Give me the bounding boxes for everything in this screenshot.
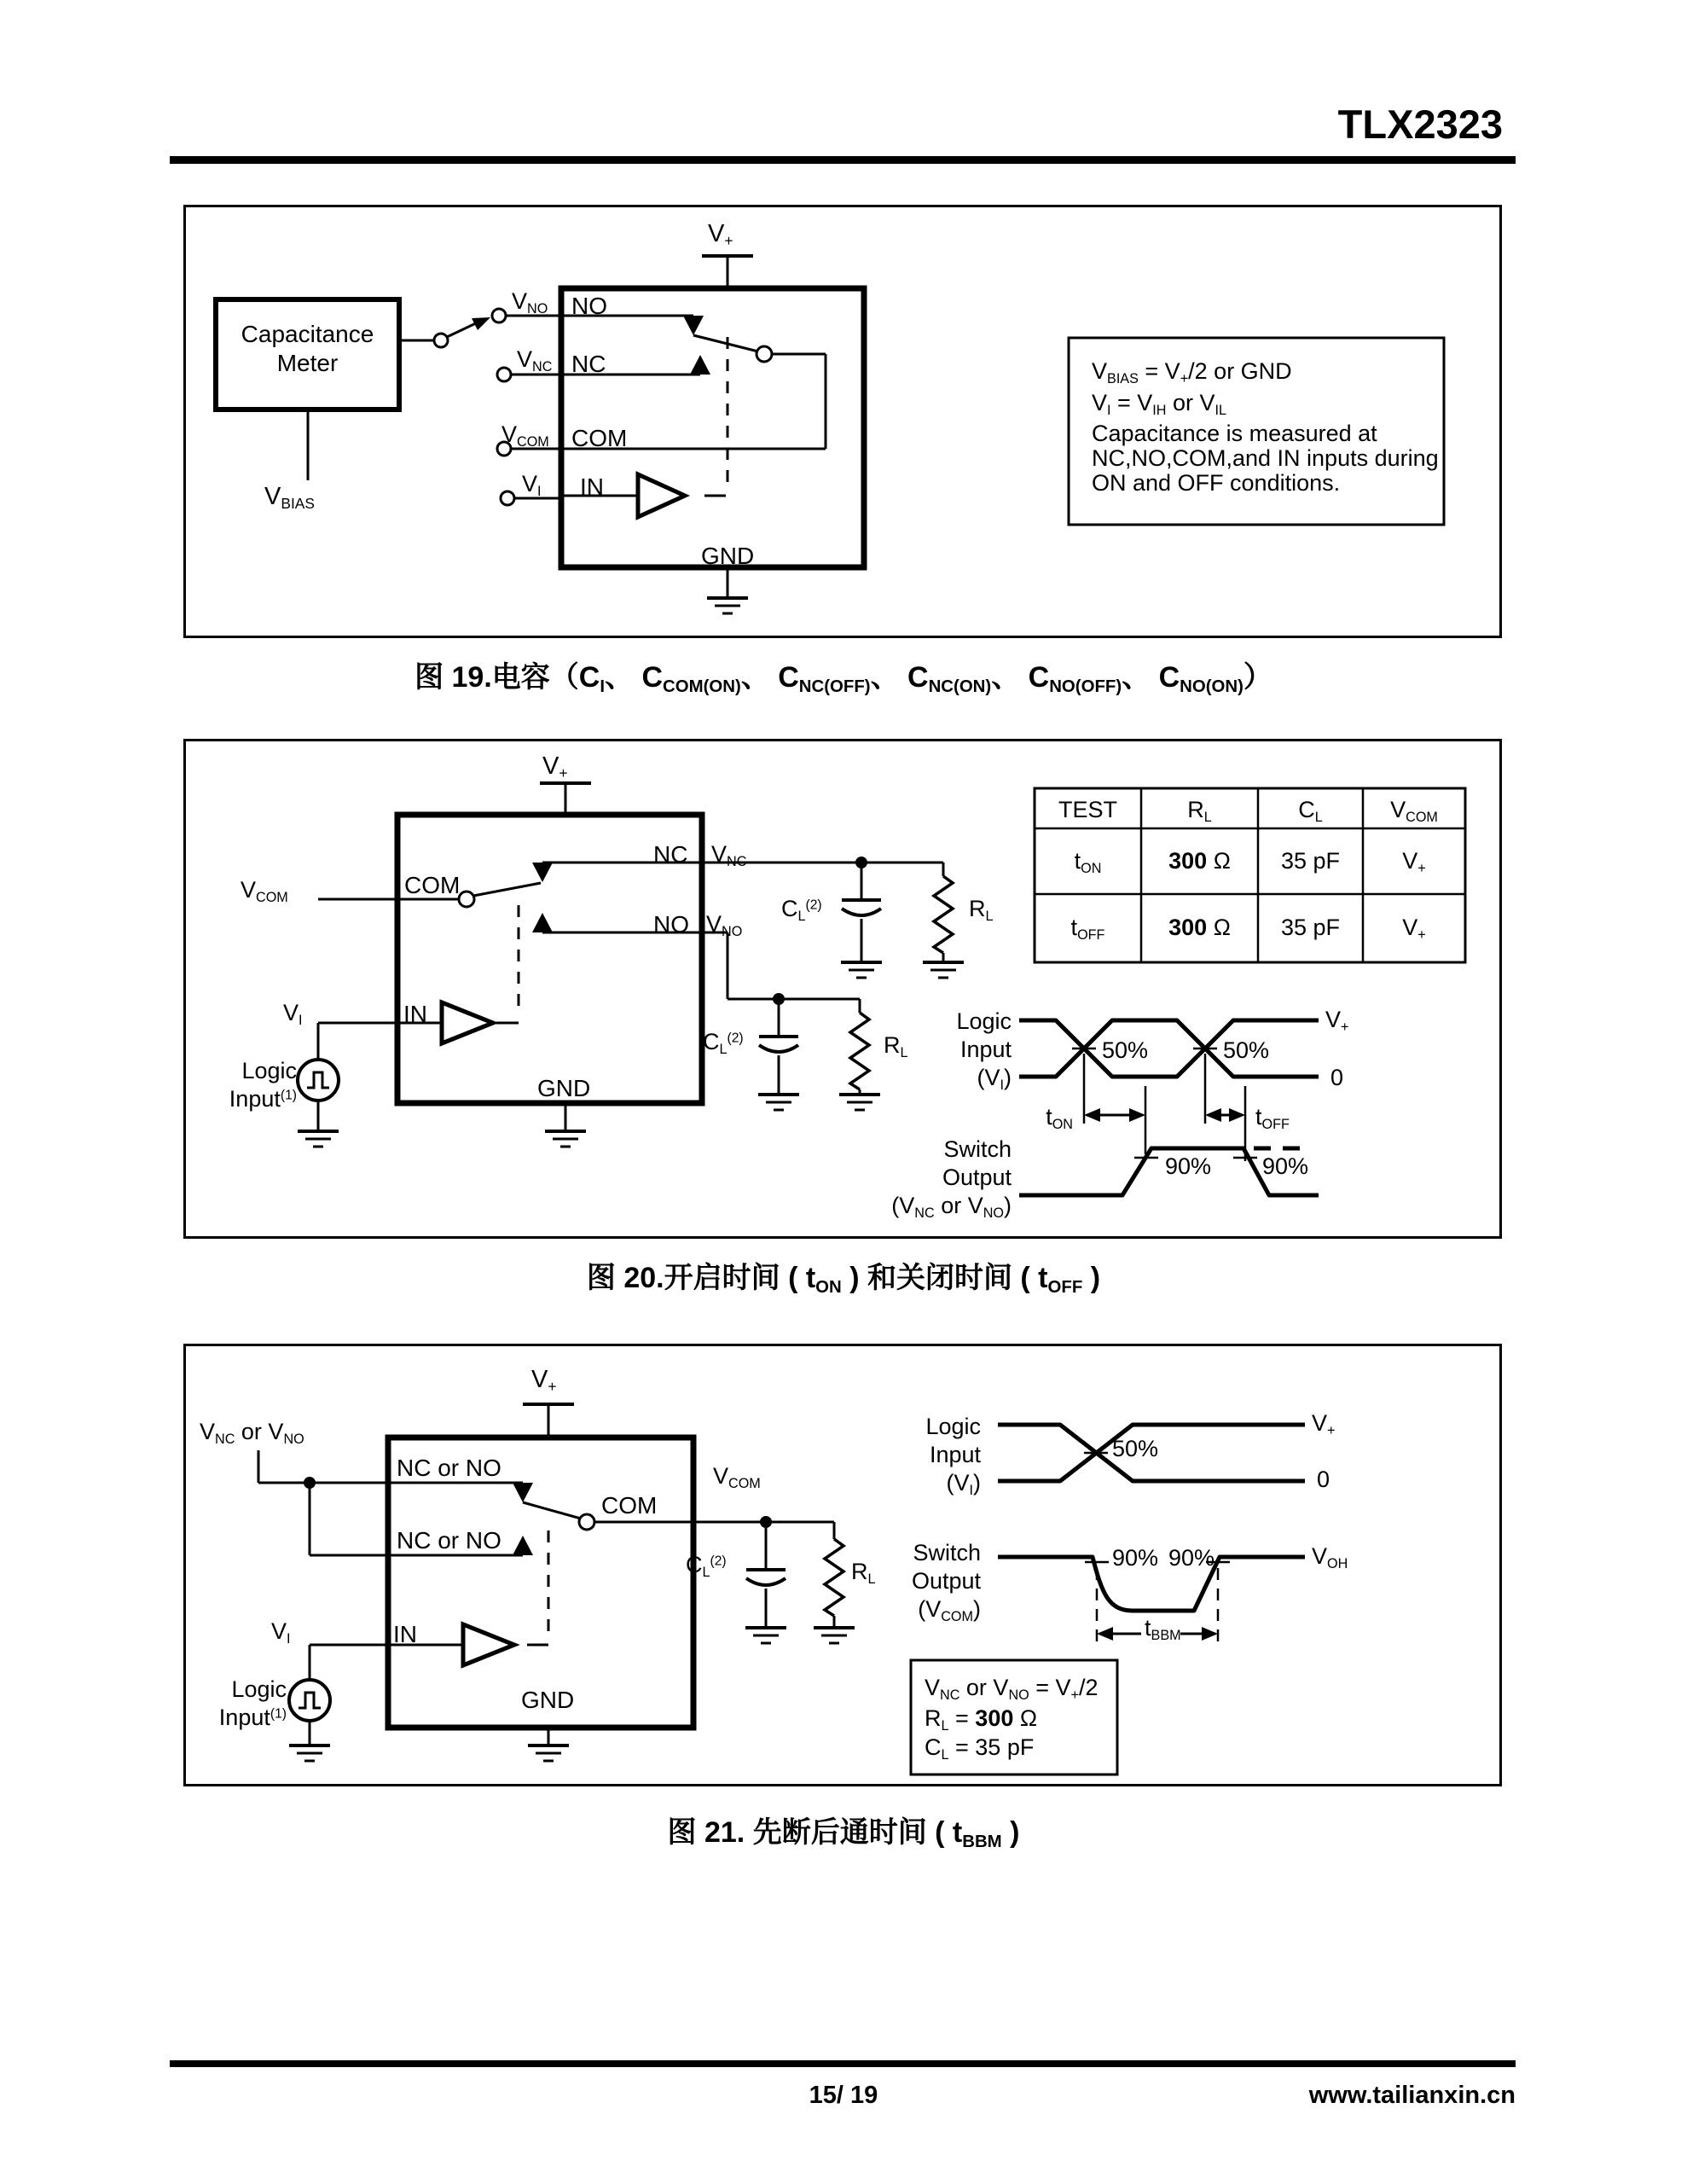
toff-label: $t_{OFF}$: [1255, 1104, 1290, 1132]
table-cell-toff: $t_{OFF}$: [1070, 915, 1105, 943]
figure-20: [183, 739, 1502, 1239]
gnd-label: GND: [701, 543, 755, 569]
vnc-or-vno-label: $V_{NC}$ or $V_{NO}$: [200, 1419, 304, 1447]
vcom-label: $V_{COM}$: [713, 1463, 761, 1491]
zero-rail-label: 0: [1317, 1467, 1330, 1492]
arrowhead-icon: [472, 317, 490, 330]
figure-19: [183, 205, 1502, 638]
pin-nc-or-no-label: NC or NO: [397, 1527, 501, 1554]
note-line-3: $C_L = 35$ pF: [925, 1734, 1035, 1763]
external-selector-switch: [399, 317, 490, 347]
pct50-label: 50%: [1102, 1037, 1149, 1063]
cl-label: $C_L^{(2)}$: [703, 1029, 744, 1057]
pin-no-label: NO: [571, 293, 607, 319]
pin-in-label: IN: [580, 473, 604, 500]
page-title: TLX2323: [1337, 102, 1503, 147]
vbias-label: $V_{BIAS}$: [264, 483, 315, 513]
table-cell-rl-2: 300 Ω: [1168, 915, 1231, 940]
pin-no-label: NO: [653, 911, 689, 938]
note-line-4: NC,NO,COM,and IN inputs during: [1092, 445, 1439, 471]
logic-input-waveform-label: Logic: [956, 1008, 1012, 1034]
ground-symbol-icon: [814, 1628, 855, 1643]
capacitor-icon: [842, 900, 881, 915]
vno-terminal-label: $V_{NO}$: [512, 288, 548, 317]
zero-rail-label: 0: [1330, 1065, 1344, 1090]
pin-com-label: COM: [571, 425, 628, 451]
figure-21-caption: 图 21. 先断后通时间 ( $t_{BBM}$ ): [667, 1816, 1020, 1852]
logic-input-source-label: Logic Input$^{(1)}$: [218, 1676, 287, 1730]
arrowhead-icon: [1202, 1627, 1218, 1641]
vi-paren-label: $(V_I)$: [946, 1470, 981, 1498]
rl-label: $R_L$: [969, 896, 994, 924]
rl-label: $R_L$: [851, 1559, 876, 1587]
note-line-2: $V_I = V_{IH}$ or $V_{IL}$: [1092, 390, 1227, 418]
ton-label: $t_{ON}$: [1046, 1104, 1073, 1132]
logic-input-waveform-label: Input: [929, 1442, 981, 1467]
vcom-label: $V_{COM}$: [241, 877, 288, 905]
resistor-icon: [825, 1539, 844, 1616]
capacitor-icon: [746, 1570, 786, 1585]
logic-input-waveform-label: Input: [959, 1037, 1012, 1062]
table-header-test: TEST: [1058, 797, 1117, 822]
switch-output-waveform-label: Switch: [913, 1540, 981, 1565]
no-load-network: [728, 932, 880, 1110]
note-line-1: $V_{BIAS} = V_+/2$ or GND: [1092, 358, 1292, 386]
ground-symbol-icon: [707, 598, 748, 613]
logic-input-waveform-label: Logic: [925, 1414, 981, 1439]
table-header-vcom: $V_{COM}$: [1390, 797, 1438, 825]
voh-label: $V_{OH}$: [1312, 1543, 1348, 1571]
logic-input-source-label: Logic Input$^{(1)}$: [229, 1058, 297, 1112]
vi-label: $V_I$: [271, 1618, 291, 1647]
figure-21: [183, 1344, 1502, 1786]
pct90-label: 90%: [1165, 1153, 1212, 1179]
capacitor-icon: [759, 1037, 798, 1052]
pin-in-label: IN: [393, 1621, 417, 1647]
vplus-label: $V_+$: [708, 220, 733, 250]
ground-symbol-icon: [289, 1745, 330, 1761]
table-header-cl: $C_L$: [1298, 797, 1323, 825]
pin-com-label: COM: [601, 1492, 658, 1519]
website-link[interactable]: www.tailianxin.cn: [1308, 2082, 1516, 2109]
pct90-label: 90%: [1262, 1153, 1309, 1179]
vcom-terminal-label: $V_{COM}$: [501, 421, 549, 450]
switch-output-waveform-label: Output: [911, 1568, 981, 1594]
vnc-label: $V_{NC}$: [711, 841, 747, 869]
pin-com-label: COM: [404, 872, 461, 898]
arrowhead-icon: [1229, 1108, 1245, 1122]
vi-label: $V_I$: [283, 1000, 303, 1028]
pct90-label: 90%: [1168, 1545, 1215, 1571]
table-cell-cl-1: 35 pF: [1280, 848, 1341, 874]
vcom-paren-label: $(V_{COM})$: [918, 1596, 981, 1624]
arrowhead-icon: [1205, 1108, 1221, 1122]
ground-symbol-icon: [923, 962, 964, 978]
cl-label: $C_L^{(2)}$: [781, 896, 822, 924]
gnd-label: GND: [521, 1687, 575, 1713]
vnc-terminal-label: $V_{NC}$: [517, 346, 553, 375]
table-cell-cl-2: 35 pF: [1280, 915, 1341, 940]
capacitance-meter-label: Capacitance Meter: [241, 321, 374, 377]
vplus-rail-label: $V_+$: [1325, 1007, 1349, 1035]
ground-symbol-icon: [298, 1131, 339, 1147]
header-rule: [170, 156, 1516, 164]
ground-symbol-icon: [841, 962, 882, 978]
pin-nc-label: NC: [571, 351, 606, 377]
note-line-2: $R_L = 300$ Ω: [925, 1705, 1038, 1734]
arrowhead-icon: [1129, 1108, 1145, 1122]
pin-nc-or-no-label: NC or NO: [397, 1455, 501, 1481]
table-cell-ton: $t_{ON}$: [1074, 848, 1102, 876]
resistor-icon: [934, 876, 953, 953]
pulse-source-icon: [298, 1060, 339, 1101]
ground-symbol-icon: [545, 1131, 586, 1147]
table-header-rl: $R_L$: [1187, 797, 1212, 825]
note-line-1: $V_{NC}$ or $V_{NO} = V_+/2$: [925, 1675, 1099, 1703]
ground-symbol-icon: [839, 1095, 880, 1110]
internal-spdt-switch: [561, 316, 826, 496]
gnd-label: GND: [537, 1075, 591, 1101]
figure-21-circuit: [186, 1346, 1499, 1784]
arrowhead-icon: [1084, 1108, 1100, 1122]
figure-20-caption: 图 20.开启时间 ( $t_{ON}$ ) 和关闭时间 ( $t_{OFF}$ ): [586, 1262, 1101, 1298]
resistor-icon: [850, 1013, 869, 1089]
rl-label: $R_L$: [884, 1032, 908, 1060]
table-cell-vcom-2: $V_+$: [1402, 915, 1426, 943]
pct90-label: 90%: [1112, 1545, 1159, 1571]
pin-nc-label: NC: [653, 841, 688, 868]
note-line-5: ON and OFF conditions.: [1092, 470, 1341, 496]
vi-paren-label: $(V_I)$: [977, 1065, 1012, 1093]
cl-label: $C_L^{(2)}$: [686, 1552, 727, 1580]
vno-label: $V_{NO}$: [706, 911, 743, 939]
vplus-label: $V_+$: [542, 752, 568, 782]
footer-rule: [170, 2060, 1516, 2067]
tbbm-label: $t_{BBM}$: [1145, 1615, 1181, 1643]
figure-19-caption: 图 19.电容（$C_I$、 $C_{COM(ON)}$、 $C_{NC(OFF)}$、 $C_{NC(ON)}$、 $C_{NO(OFF)}$、 $C_{NO(ON)}$）: [415, 661, 1272, 697]
vplus-rail-label: $V_+$: [1312, 1410, 1336, 1438]
pin-in-label: IN: [403, 1001, 427, 1027]
switch-output-waveform-label: Output: [942, 1165, 1012, 1190]
note-line-3: Capacitance is measured at: [1092, 421, 1377, 446]
ground-symbol-icon: [745, 1628, 786, 1643]
arrowhead-icon: [1097, 1627, 1113, 1641]
ground-symbol-icon: [758, 1095, 799, 1110]
vi-terminal-label: $V_I$: [522, 471, 542, 499]
pulse-source-icon: [289, 1680, 330, 1721]
table-cell-rl-1: 300 Ω: [1168, 848, 1231, 874]
switch-output-waveform-label: Switch: [943, 1136, 1012, 1162]
pct50-label: 50%: [1223, 1037, 1270, 1063]
page-number: 15/ 19: [809, 2082, 878, 2109]
vplus-label: $V_+$: [531, 1366, 557, 1396]
table-cell-vcom-1: $V_+$: [1402, 848, 1426, 876]
vnc-or-vno-paren-label: ($V_{NC}$ or $V_{NO}$): [891, 1193, 1012, 1221]
ground-symbol-icon: [528, 1745, 569, 1761]
pct50-label: 50%: [1112, 1436, 1159, 1461]
nc-load-network: [841, 857, 964, 978]
